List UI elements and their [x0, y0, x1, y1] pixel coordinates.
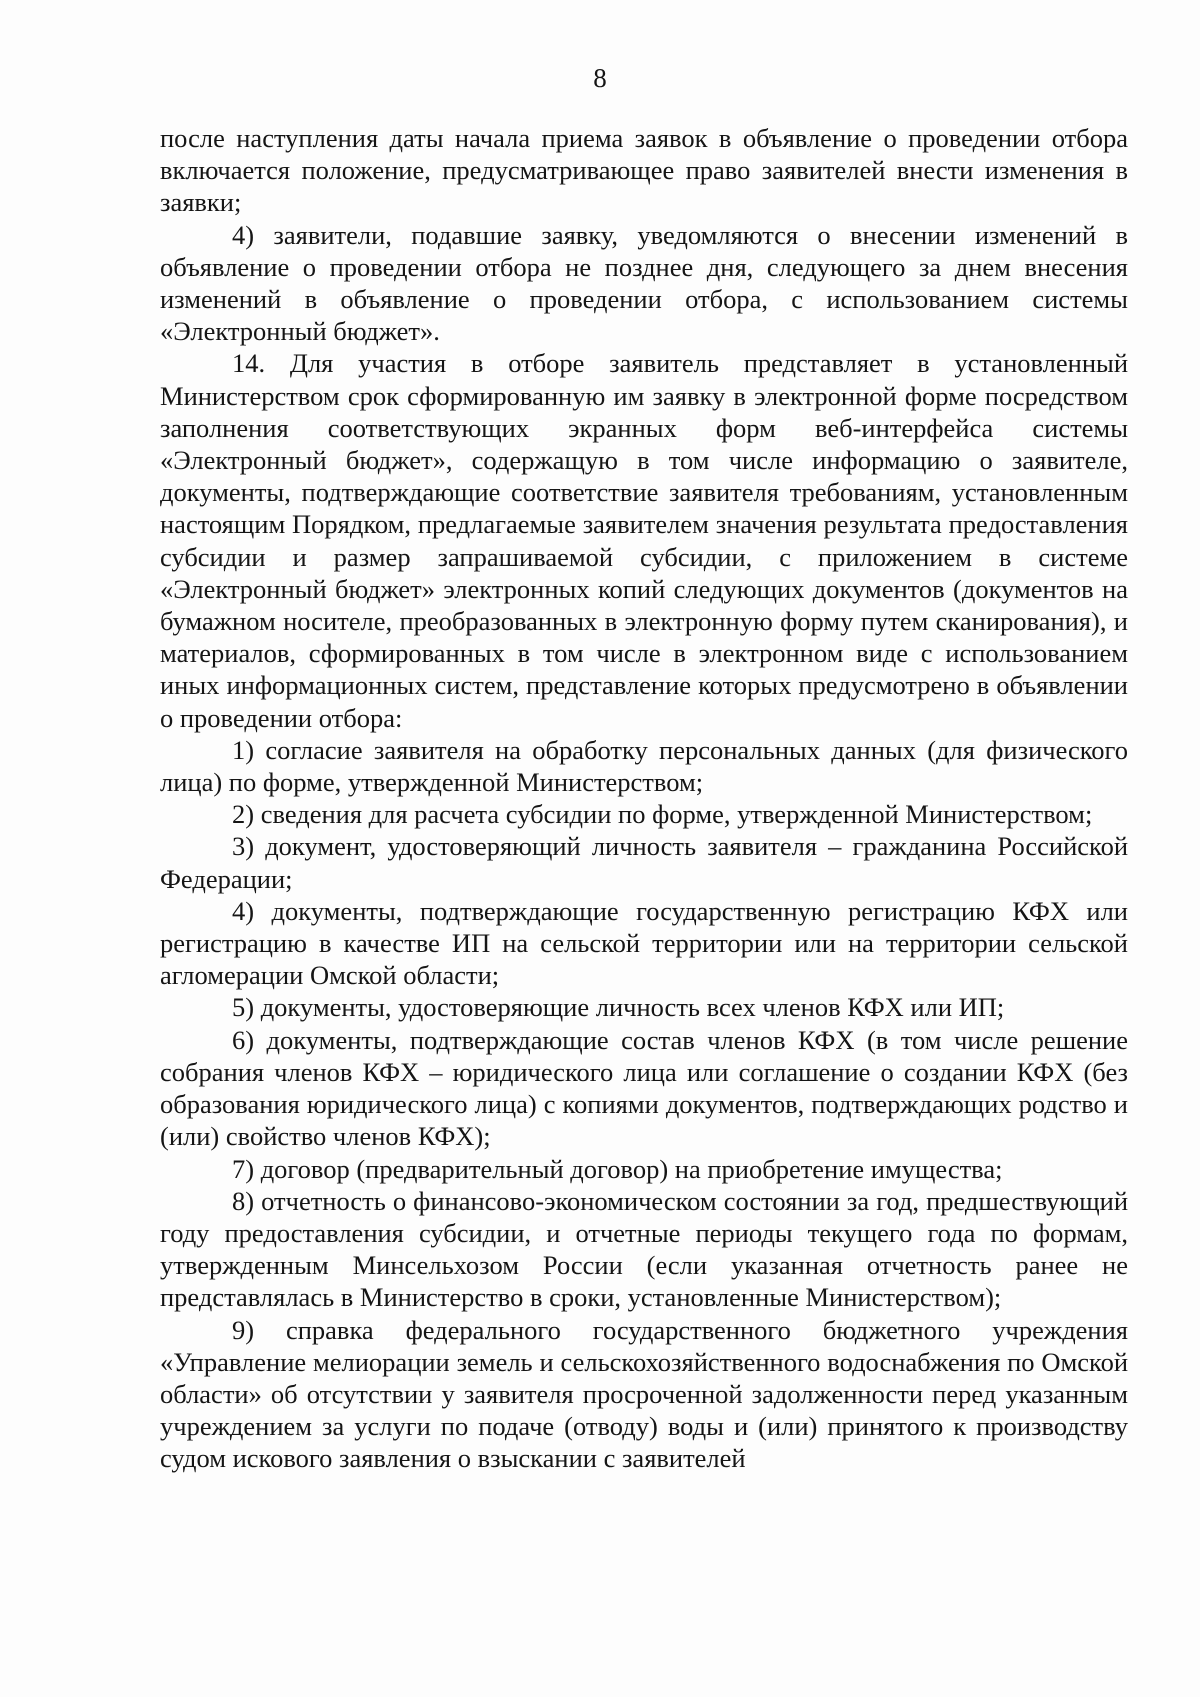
list-item-6-member-composition: 6) документы, подтверждающие состав членов КФХ (в том числе решение собрания членов КФХ – юридического лица или соглашение о создании КФХ (без образования юридического лица) с копиями документов, подтверждающих родство и (или) свойство членов КФХ); [160, 1024, 1128, 1152]
document-body [160, 122, 1128, 1475]
list-item-8-reporting: 8) отчетность о финансово-экономическом состоянии за год, предшествующий году предоставления субсидии, и отчетные периоды текущего года по формам, утвержденным Минсельхозом России (если указанная отчетность ранее не представлялась в Министерство в сроки, установленные Министерством); [160, 1185, 1128, 1313]
list-item-2-calculation: 2) сведения для расчета субсидии по форме, утвержденной Министерством; [232, 799, 1093, 830]
list-item-4-registration: 4) документы, подтверждающие государственную регистрацию КФХ или регистрацию в качестве ИП на сельской территории или на территории сельской агломерации Омской области; [160, 895, 1128, 991]
list-item-4-notification: 4) заявители, подавшие заявку, уведомляются о внесении изменений в объявление о проведении отбора не позднее дня, следующего за днем внесения изменений в объявление о проведении отбора, с использованием системы «Электронный бюджет». [160, 219, 1128, 347]
paragraph-continuation: после наступления даты начала приема заявок в объявление о проведении отбора включается положение, предусматривающее право заявителей внести изменения в заявки; [160, 123, 1128, 218]
list-item-7-contract: 7) договор (предварительный договор) на приобретение имущества; [232, 1153, 1003, 1184]
page-number: 8 [593, 63, 607, 93]
list-item-3-identity-document: 3) документ, удостоверяющий личность заявителя – гражданина Российской Федерации; [160, 831, 1128, 894]
list-item-1-consent: 1) согласие заявителя на обработку персональных данных (для физического лица) по форме, утвержденной Министерством; [160, 734, 1128, 798]
section-14-paragraph: 14. Для участия в отборе заявитель представляет в установленный Министерством срок сформированную им заявку в электронной форме посредством заполнения соответствующих экранных форм веб-интерфейса системы «Электронный бюджет», содержащую в том числе информацию о заявителе, документы, подтверждающие соответствие заявителя требованиям, установленным настоящим Порядком, предлагаемые заявителем значения результата предоставления субсидии и размер запрашиваемой субсидии, с приложением в системе «Электронный бюджет» электронных копий следующих документов (документов на бумажном носителе, преобразованных в электронную форму путем сканирования), и материалов, сформированных в том числе в электронном виде с использованием иных информационных систем, представление которых предусмотрено в объявлении о проведении отбора: [160, 348, 1128, 733]
list-item-9-certificate: 9) справка федерального государственного бюджетного учреждения «Управление мелиорации земель и сельскохозяйственного водоснабжения по Омской области» об отсутствии у заявителя просроченной задолженности перед указанным учреждением за услуги по подаче (отводу) воды и (или) принятого к производству судом искового заявления о взыскании с заявителей [160, 1314, 1128, 1474]
list-item-5-member-identity: 5) документы, удостоверяющие личность всех членов КФХ или ИП; [232, 992, 1005, 1023]
